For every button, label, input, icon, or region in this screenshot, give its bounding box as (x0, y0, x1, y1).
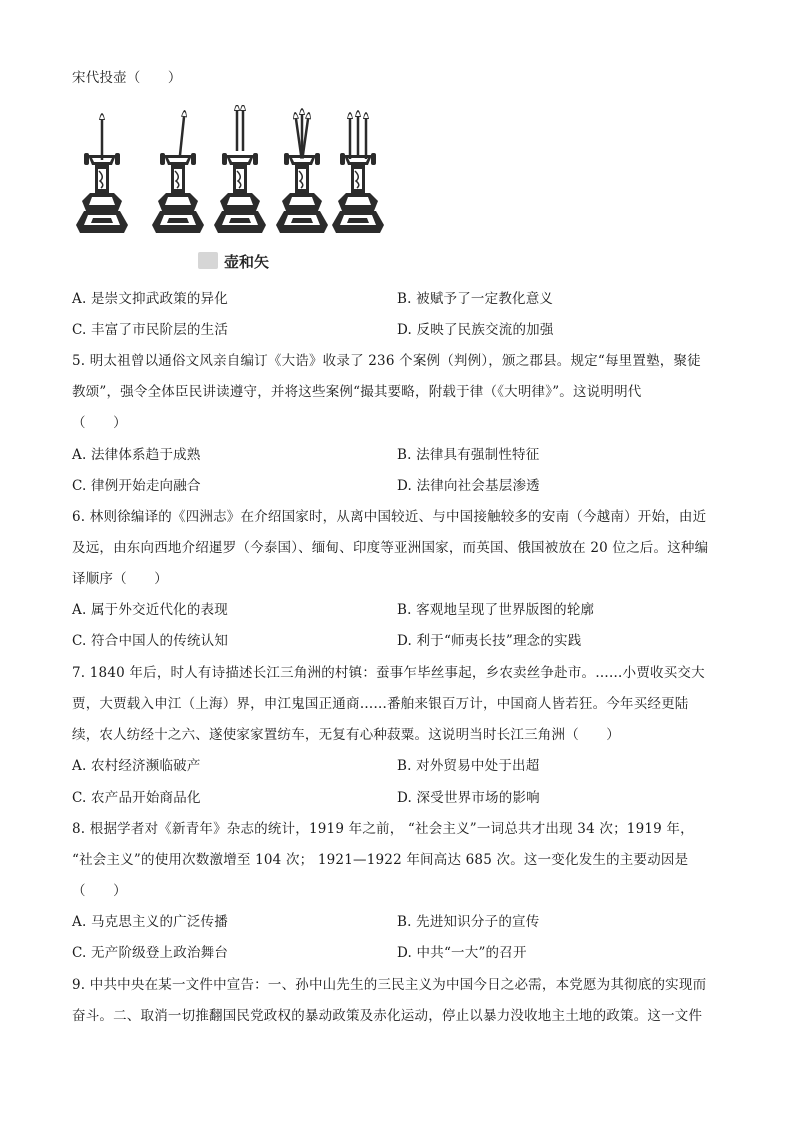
q7-line-3: 续，农人纺经十之六、遂使家家置纺车，无复有心种菽粟。这说明当时长江三角洲（ ） (72, 727, 620, 743)
q5-line-2: 教颂”，强令全体臣民讲读遵守，并将这些案例“撮其要略，附载于律（《大明律》”。这说明明代 (72, 384, 642, 400)
option-letter: D. (397, 790, 413, 806)
q8-line-2: “社会主义”的使用次数激增至 104 次； 1921—1922 年间高达 685 次。这一变化发生的主要动因是 (72, 852, 689, 868)
q8-line-1: 8. 根据学者对《新青年》杂志的统计，1919 年之前， “社会主义”一词总共才出现 34 次；1919 年， (72, 821, 694, 837)
option-letter: C. (72, 945, 87, 961)
option-letter: D. (397, 322, 413, 338)
option-text: 客观地呈现了世界版图的轮廓 (416, 602, 595, 618)
option-text: 马克思主义的广泛传播 (90, 914, 228, 930)
q6-option-c[interactable] (72, 629, 228, 649)
q7-line-1: 7. 1840 年后，时人有诗描述长江三角洲的村镇：蚕事乍毕丝事起，乡农卖丝争赴市。……小贾收买交大 (72, 665, 705, 681)
q9-line-1: 9. 中共中央在某一文件中宣告：一、孙中山先生的三民主义为中国今日之必需，本党愿为其彻底的实现而 (72, 977, 707, 993)
option-d[interactable] (397, 318, 554, 338)
option-letter: C. (72, 322, 87, 338)
q8-line-3: （ ） (72, 883, 127, 899)
option-text: 深受世界市场的影响 (416, 790, 540, 806)
q6-option-a[interactable] (72, 598, 228, 618)
option-text: 法律体系趋于成熟 (90, 447, 201, 463)
q5-line-1: 5. 明太祖曾以通俗文风亲自编订《大诰》收录了 236 个案例（判例），颁之郡县。规定“每里置塾，聚徒 (72, 353, 701, 369)
option-letter: C. (72, 790, 87, 806)
option-text: 律例开始走向融合 (91, 478, 201, 494)
q5-option-a[interactable] (72, 443, 201, 463)
option-text: 是崇文抑武政策的异化 (90, 291, 228, 307)
q8-option-c[interactable] (72, 941, 228, 961)
option-text: 丰富了市民阶层的生活 (91, 322, 229, 338)
q5-option-d[interactable] (397, 474, 540, 494)
option-letter: B. (397, 291, 412, 307)
option-text: 属于外交近代化的表现 (90, 602, 228, 618)
option-text: 无产阶级登上政治舞台 (91, 945, 229, 961)
option-text: 法律向社会基层渗透 (416, 478, 540, 494)
option-text: 被赋予了一定教化意义 (416, 291, 554, 307)
option-text: 农产品开始商品化 (91, 790, 201, 806)
figure-caption: 壶和矢 (224, 253, 270, 271)
option-letter: B. (397, 602, 412, 618)
option-letter: D. (397, 478, 413, 494)
option-letter: C. (72, 633, 87, 649)
option-letter: B. (397, 758, 412, 774)
q8-option-b[interactable] (397, 910, 539, 930)
option-text: 中共“一大”的召开 (416, 945, 527, 961)
q6-line-2: 及远，由东向西地介绍暹罗（今泰国）、缅甸、印度等亚洲国家，而英国、俄国被放在 20 位之后。这种编 (72, 540, 709, 556)
question-stem: 宋代投壶（ ） (72, 70, 182, 86)
option-a[interactable] (72, 287, 228, 307)
q7-option-b[interactable] (397, 754, 539, 774)
q9-line-2: 奋斗。二、取消一切推翻国民党政权的暴动政策及赤化运动，停止以暴力没收地主土地的政策。这一文件 (72, 1008, 703, 1024)
option-letter: D. (397, 633, 413, 649)
option-letter: A. (72, 914, 87, 930)
q5-option-c[interactable] (72, 474, 201, 494)
option-text: 符合中国人的传统认知 (91, 633, 229, 649)
touhu-pots-illustration (74, 105, 394, 255)
option-c[interactable] (72, 318, 228, 338)
figure-pots-and-arrows (74, 105, 394, 277)
option-letter: C. (72, 478, 87, 494)
option-text: 农村经济濒临破产 (90, 758, 201, 774)
option-letter: A. (72, 758, 87, 774)
option-text: 利于“师夷长技”理念的实践 (416, 633, 582, 649)
option-b[interactable] (397, 287, 553, 307)
option-letter: A. (72, 447, 87, 463)
q7-line-2: 贾，大贾载入申江（上海）界，申江鬼国正通商……番舶来银百万计，中国商人皆若狂。今年买经更陆 (72, 696, 689, 712)
option-letter: A. (72, 602, 87, 618)
q8-option-a[interactable] (72, 910, 228, 930)
q5-option-b[interactable] (397, 443, 539, 463)
q7-option-a[interactable] (72, 754, 201, 774)
option-letter: A. (72, 291, 87, 307)
option-letter: B. (397, 914, 412, 930)
q6-line-1: 6. 林则徐编译的《四洲志》在介绍国家时，从离中国较近、与中国接触较多的安南（今越南）开始，由近 (72, 509, 707, 525)
option-text: 对外贸易中处于出超 (416, 758, 540, 774)
q7-option-d[interactable] (397, 786, 540, 806)
option-text: 先进知识分子的宣传 (416, 914, 540, 930)
q6-option-b[interactable] (397, 598, 594, 618)
q5-line-3: （ ） (72, 415, 127, 431)
option-letter: B. (397, 447, 412, 463)
blurred-mark (198, 252, 218, 269)
q6-line-3: 译顺序（ ） (72, 571, 168, 587)
q6-option-d[interactable] (397, 629, 581, 649)
q8-option-d[interactable] (397, 941, 527, 961)
q7-option-c[interactable] (72, 786, 201, 806)
option-text: 反映了民族交流的加强 (416, 322, 554, 338)
option-letter: D. (397, 945, 413, 961)
option-text: 法律具有强制性特征 (416, 447, 540, 463)
